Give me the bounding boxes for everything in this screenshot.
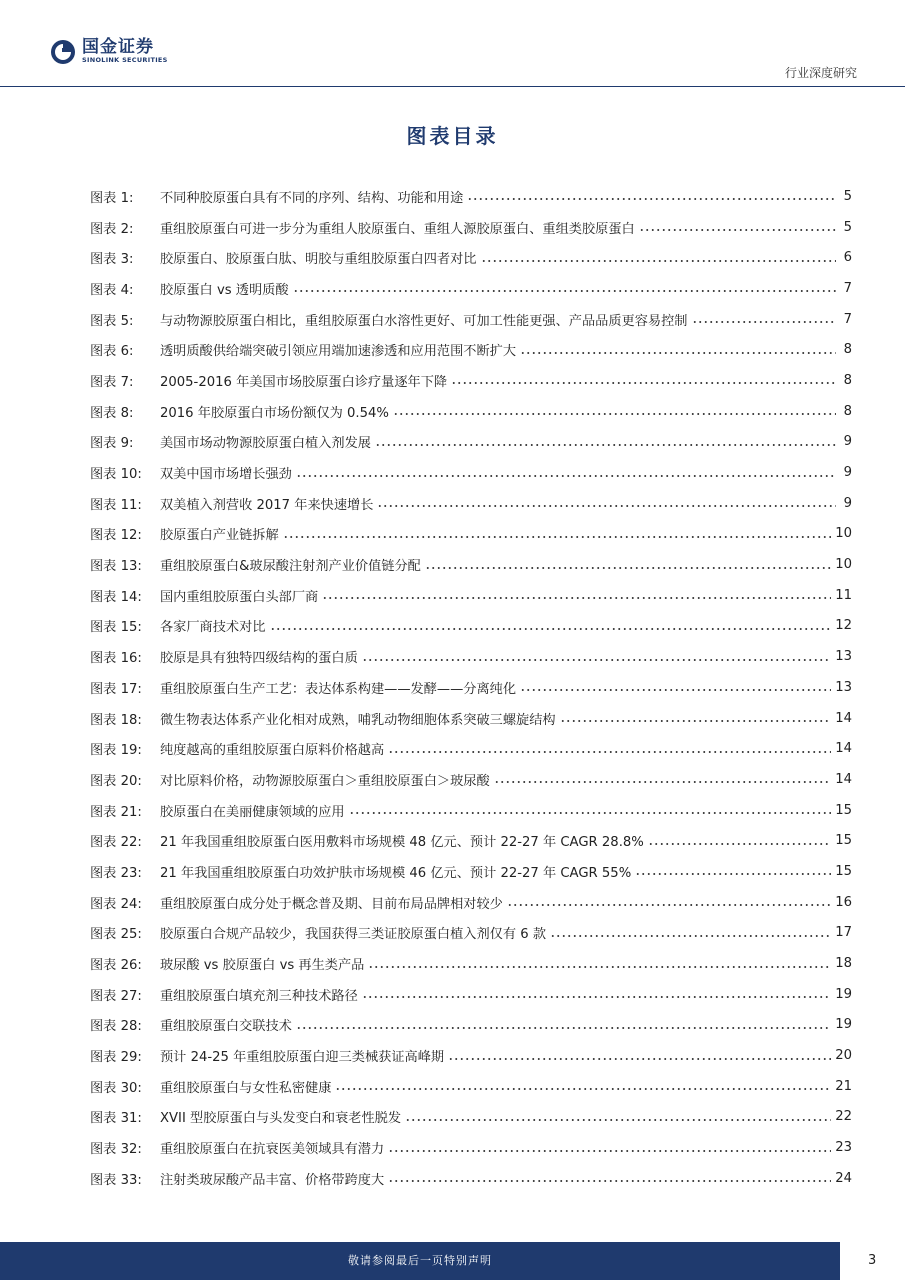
disclaimer-note: 敬请参阅最后一页特别声明 [348,1254,492,1267]
toc-figure-title: 重组胶原蛋白交联技术 [160,1019,292,1035]
toc-figure-label: 图表 19: [90,743,142,759]
logo-chinese-name: 国金证券 [82,37,154,57]
toc-entry[interactable] [90,334,852,365]
toc-dot-leader [283,536,832,538]
toc-page-number: 19 [835,986,852,1002]
toc-entry[interactable] [90,1132,852,1163]
toc-dot-leader [520,352,836,354]
toc-page-number: 23 [835,1140,852,1156]
toc-figure-title: 重组胶原蛋白填充剂三种技术路径 [160,988,358,1004]
header-divider [0,86,905,87]
toc-figure-label: 图表 29: [90,1050,142,1066]
toc-dot-leader [296,475,836,477]
toc-figure-label: 图表 22: [90,835,142,851]
toc-dot-leader [377,505,836,507]
toc-dot-leader [425,567,831,569]
toc-page-number: 21 [835,1078,852,1094]
toc-page-number: 15 [835,833,852,849]
toc-page-number: 14 [835,710,852,726]
toc-entry[interactable] [90,918,852,949]
report-type-label: 行业深度研究 [784,66,857,80]
toc-figure-title: 注射类玻尿酸产品丰富、价格带跨度大 [160,1172,385,1188]
toc-dot-leader [296,1027,831,1029]
toc-figure-label: 图表 30: [90,1080,142,1096]
toc-figure-label: 图表 32: [90,1142,142,1158]
toc-figure-label: 图表 2: [90,221,134,237]
toc-figure-title: 重组胶原蛋白在抗衰医美领域具有潜力 [160,1142,385,1158]
page-title: 图表目录 [406,124,499,148]
toc-figure-label: 图表 6: [90,344,134,360]
toc-entry[interactable] [90,703,852,734]
toc-figure-title: 2005-2016 年美国市场胶原蛋白诊疗量逐年下降 [160,374,448,390]
toc-page-number: 15 [835,863,852,879]
toc-entry[interactable] [90,887,852,918]
toc-figure-title: 微生物表达体系产业化相对成熟，哺乳动物细胞体系突破三螺旋结构 [160,712,556,728]
toc-figure-label: 图表 18: [90,712,142,728]
toc-figure-title: 与动物源胶原蛋白相比，重组胶原蛋白水溶性更好、可加工性能更强、产品品质更容易控制 [160,313,688,329]
toc-dot-leader [362,996,831,998]
toc-dot-leader [635,873,831,875]
toc-page-number: 13 [835,649,852,665]
toc-page-number: 17 [835,925,852,941]
toc-figure-title: 2016 年胶原蛋白市场份额仅为 0.54% [160,405,389,421]
toc-figure-label: 图表 1: [90,190,134,206]
toc-figure-label: 图表 16: [90,651,142,667]
toc-entry[interactable] [90,304,852,335]
toc-figure-title: 重组胶原蛋白成分处于概念普及期、目前布局品牌相对较少 [160,896,503,912]
toc-figure-title: 玻尿酸 vs 胶原蛋白 vs 再生类产品 [160,958,365,974]
toc-figure-title: 重组胶原蛋白生产工艺：表达体系构建——发酵——分离纯化 [160,681,517,697]
toc-figure-label: 图表 27: [90,988,142,1004]
toc-dot-leader [520,689,831,691]
toc-figure-title: 双美中国市场增长强劲 [160,467,292,483]
toc-dot-leader [560,720,832,722]
toc-page-number: 18 [835,956,852,972]
toc-figure-title: 胶原蛋白 vs 透明质酸 [160,282,289,298]
toc-entry[interactable] [90,611,852,642]
toc-figure-label: 图表 3: [90,252,134,268]
toc-page-number: 7 [843,311,852,327]
toc-figure-label: 图表 14: [90,589,142,605]
toc-page-number: 5 [843,219,852,235]
toc-page-number: 10 [835,557,852,573]
toc-figure-label: 图表 7: [90,374,134,390]
toc-figure-title: 21 年我国重组胶原蛋白医用敷料市场规模 48 亿元、预计 22-27 年 CAGR 28.8% [160,835,644,851]
toc-figure-label: 图表 23: [90,865,142,881]
toc-entry[interactable] [90,549,852,580]
toc-figure-label: 图表 12: [90,528,142,544]
toc-figure-label: 图表 33: [90,1172,142,1188]
toc-figure-title: 各家厂商技术对比 [160,620,266,636]
toc-figure-label: 图表 10: [90,467,142,483]
toc-page-number: 7 [843,280,852,296]
toc-dot-leader [335,1088,831,1090]
toc-dot-leader [362,659,831,661]
toc-figure-title: 纯度越高的重组胶原蛋白原料价格越高 [160,743,385,759]
toc-figure-title: 重组胶原蛋白与女性私密健康 [160,1080,332,1096]
toc-dot-leader [451,382,836,384]
toc-figure-title: 双美植入剂营收 2017 年来快速增长 [160,497,374,513]
toc-dot-leader [368,966,831,968]
toc-dot-leader [494,781,832,783]
toc-figure-label: 图表 9: [90,436,134,452]
toc-page-number: 6 [843,250,852,266]
toc-dot-leader [507,904,831,906]
toc-page-number: 9 [843,465,852,481]
toc-dot-leader [293,290,836,292]
toc-page-number: 9 [843,434,852,450]
toc-entry[interactable] [90,212,852,243]
toc-entry[interactable] [90,1040,852,1071]
toc-dot-leader [405,1119,831,1121]
toc-figure-label: 图表 8: [90,405,134,421]
toc-dot-leader [270,628,832,630]
toc-entry[interactable] [90,242,852,273]
page-footer [0,1242,905,1280]
toc-entry[interactable] [90,948,852,979]
toc-entry[interactable] [90,488,852,519]
toc-figure-label: 图表 25: [90,927,142,943]
toc-figure-title: 国内重组胶原蛋白头部厂商 [160,589,319,605]
toc-entry[interactable] [90,856,852,887]
toc-entry[interactable] [90,795,852,826]
toc-dot-leader [639,229,836,231]
toc-entry[interactable] [90,1071,852,1102]
toc-figure-label: 图表 24: [90,896,142,912]
table-of-figures [90,181,852,1194]
toc-dot-leader [375,444,836,446]
toc-figure-label: 图表 20: [90,773,142,789]
toc-dot-leader [467,198,836,200]
toc-dot-leader [692,321,837,323]
toc-entry[interactable] [90,1010,852,1041]
toc-figure-title: XVII 型胶原蛋白与头发变白和衰老性脱发 [160,1111,402,1127]
toc-figure-label: 图表 15: [90,620,142,636]
toc-dot-leader [550,935,831,937]
toc-figure-title: 透明质酸供给端突破引领应用端加速渗透和应用范围不断扩大 [160,344,517,360]
toc-entry[interactable] [90,396,852,427]
toc-dot-leader [648,843,831,845]
toc-page-number: 22 [835,1109,852,1125]
toc-entry[interactable] [90,672,852,703]
toc-figure-label: 图表 28: [90,1019,142,1035]
toc-figure-label: 图表 21: [90,804,142,820]
toc-entry[interactable] [90,733,852,764]
company-logo [50,38,168,65]
toc-page-number: 8 [843,372,852,388]
toc-dot-leader [388,1180,831,1182]
toc-page-number: 8 [843,342,852,358]
toc-page-number: 5 [843,188,852,204]
toc-figure-title: 对比原料价格，动物源胶原蛋白＞重组胶原蛋白＞玻尿酸 [160,773,490,789]
toc-page-number: 11 [835,587,852,603]
toc-entry[interactable] [90,1163,852,1194]
toc-page-number: 13 [835,679,852,695]
page-header [0,0,905,88]
toc-entry[interactable] [90,181,852,212]
toc-dot-leader [481,260,837,262]
toc-figure-title: 21 年我国重组胶原蛋白功效护肤市场规模 46 亿元、预计 22-27 年 CAGR 55% [160,865,632,881]
toc-figure-title: 胶原蛋白合规产品较少，我国获得三类证胶原蛋白植入剂仅有 6 款 [160,927,547,943]
toc-figure-title: 胶原蛋白产业链拆解 [160,528,279,544]
toc-figure-title: 胶原是具有独特四级结构的蛋白质 [160,651,358,667]
toc-entry[interactable] [90,764,852,795]
toc-figure-label: 图表 17: [90,681,142,697]
toc-figure-label: 图表 31: [90,1111,142,1127]
toc-figure-title: 重组胶原蛋白可进一步分为重组人胶原蛋白、重组人源胶原蛋白、重组类胶原蛋白 [160,221,635,237]
toc-figure-label: 图表 26: [90,958,142,974]
toc-figure-title: 胶原蛋白、胶原蛋白肽、明胶与重组胶原蛋白四者对比 [160,252,477,268]
toc-dot-leader [388,1150,831,1152]
toc-figure-label: 图表 11: [90,497,142,513]
toc-figure-title: 预计 24-25 年重组胶原蛋白迎三类械获证高峰期 [160,1050,445,1066]
toc-page-number: 12 [835,618,852,634]
toc-figure-title: 美国市场动物源胶原蛋白植入剂发展 [160,436,371,452]
toc-entry[interactable] [90,273,852,304]
toc-dot-leader [448,1058,831,1060]
toc-page-number: 16 [835,894,852,910]
toc-entry[interactable] [90,365,852,396]
toc-dot-leader [388,751,831,753]
toc-figure-label: 图表 4: [90,282,134,298]
toc-entry[interactable] [90,427,852,458]
toc-figure-title: 不同种胶原蛋白具有不同的序列、结构、功能和用途 [160,190,464,206]
toc-dot-leader [322,597,831,599]
toc-dot-leader [393,413,836,415]
toc-entry[interactable] [90,519,852,550]
toc-entry[interactable] [90,825,852,856]
toc-figure-label: 图表 13: [90,559,142,575]
toc-page-number: 24 [835,1170,852,1186]
toc-page-number: 10 [835,526,852,542]
toc-page-number: 9 [843,495,852,511]
toc-page-number: 15 [835,802,852,818]
sinolink-logo-icon [50,39,76,65]
toc-page-number: 20 [835,1048,852,1064]
toc-figure-label: 图表 5: [90,313,134,329]
toc-page-number: 14 [835,741,852,757]
page-number: 3 [868,1253,877,1268]
toc-entry[interactable] [90,641,852,672]
toc-dot-leader [349,812,832,814]
logo-english-name: SINOLINK SECURITIES [82,56,168,64]
toc-page-number: 8 [843,403,852,419]
toc-entry[interactable] [90,1102,852,1133]
toc-entry[interactable] [90,457,852,488]
toc-page-number: 19 [835,1017,852,1033]
toc-figure-title: 胶原蛋白在美丽健康领域的应用 [160,804,345,820]
toc-entry[interactable] [90,979,852,1010]
toc-entry[interactable] [90,580,852,611]
toc-figure-title: 重组胶原蛋白&玻尿酸注射剂产业价值链分配 [160,559,421,575]
toc-page-number: 14 [835,771,852,787]
